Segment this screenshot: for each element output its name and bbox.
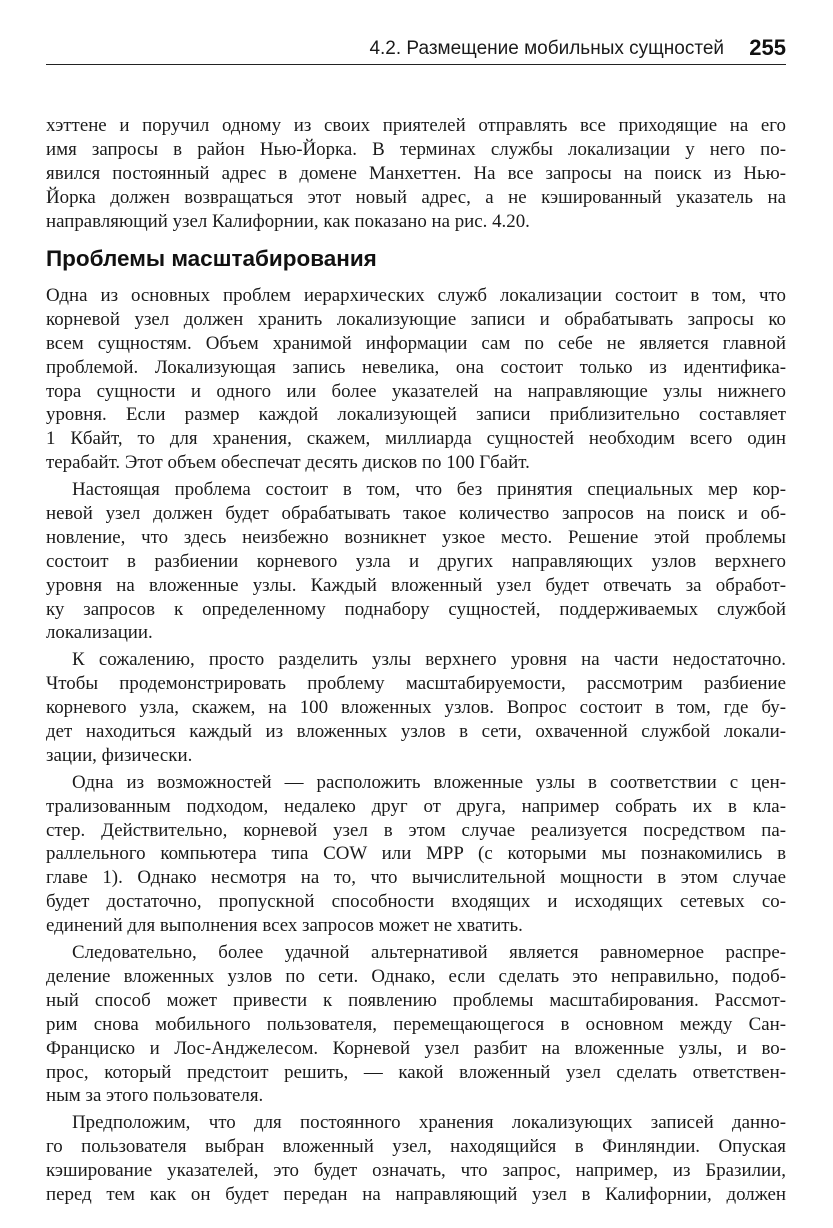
paragraph (46, 284, 786, 475)
text-line: Одна из возможностей — расположить вложенные узлы в соответствии с цен- (72, 771, 786, 793)
text-line: локализации. (46, 622, 153, 644)
section-heading: Проблемы масштабирования (46, 246, 377, 271)
text-line: перед тем как он будет передан на направляющий узел в Калифорнии, должен (46, 1183, 786, 1205)
text-line: главе 1). Однако несмотря на то, что вычислительной мощности в этом случае (46, 867, 786, 889)
text-line: новление, что здесь неизбежно возникнет узкое место. Решение этой проблемы (46, 526, 786, 548)
paragraph (46, 1111, 786, 1207)
text-line: Одна из основных проблем иерархических служб локализации состоит в том, что (46, 285, 786, 306)
text-line: хэттене и поручил одному из своих приятелей отправлять все приходящие на его (46, 115, 786, 136)
text-line: Франциско и Лос-Анджелесом. Корневой узел разбит на вложенные узлы, и во- (46, 1037, 786, 1059)
paragraph (46, 771, 786, 938)
text-line: невой узел должен будет обрабатывать такое количество запросов на поиск и об- (46, 503, 786, 525)
text-line: единений для выполнения всех запросов может не хватить. (46, 915, 523, 937)
text-line: проблемой. Локализующая запись невелика, она состоит только из идентифика- (46, 356, 786, 378)
text-line: Чтобы продемонстрировать проблему масштабируемости, рассмотрим разбиение (46, 673, 786, 695)
text-line: Настоящая проблема состоит в том, что без принятия специальных мер кор- (72, 479, 786, 501)
paragraph (46, 648, 786, 767)
text-line: Йорка должен возвращаться этот новый адрес, а не кэшированный указатель на (46, 186, 786, 208)
text-line: явился постоянный адрес в домене Манхеттен. На все запросы на поиск из Нью- (46, 162, 786, 184)
text-line: трализованным подходом, недалеко друг от друга, например собрать их в кла- (46, 795, 786, 817)
text-line: корневой узел должен хранить локализующие записи и обрабатывать запросы ко (46, 308, 786, 330)
text-line: состоит в разбиении корневого узла и других направляющих узлов верхнего (46, 550, 786, 572)
text-line: терабайт. Этот объем обеспечат десять дисков по 100 Гбайт. (46, 452, 530, 474)
text-line: уровня на вложенные узлы. Каждый вложенный узел будет отвечать за обработ- (46, 574, 786, 596)
text-line: деление вложенных узлов по сети. Однако, если сделать это неправильно, подоб- (46, 965, 786, 987)
text-line: зации, физически. (46, 744, 193, 766)
text-line: Предположим, что для постоянного хранения локализующих записей данно- (72, 1112, 786, 1134)
main-text (46, 284, 786, 1207)
text-line: имя запросы в район Нью-Йорка. В терминах службы локализации у него по- (46, 138, 786, 160)
text-line: корневого узла, скажем, на 100 вложенных узлов. Вопрос состоит в том, где бу- (46, 697, 786, 719)
text-line: 1 Кбайт, то для хранения, скажем, миллиарда сущностей необходим всего один (46, 428, 786, 450)
page-number: 255 (749, 35, 786, 60)
text-line: К сожалению, просто разделить узлы верхнего уровня на части недостаточно. (72, 649, 786, 671)
text-line: ным за этого пользователя. (46, 1085, 264, 1107)
running-header (46, 34, 786, 65)
text-line: прос, который предстоит решить, — какой вложенный узел сделать ответствен- (46, 1061, 786, 1083)
text-line: будет достаточно, пропускной способности входящих и исходящих сетевых со- (46, 891, 786, 913)
text-line: рим снова мобильного пользователя, перемещающегося в основном между Сан- (46, 1013, 786, 1035)
continuation-paragraph (46, 114, 786, 233)
text-line: направляющий узел Калифорнии, как показано на рис. 4.20. (46, 210, 530, 232)
text-line: дет находиться каждый из вложенных узлов в сети, охваченной службой локали- (46, 721, 786, 743)
paragraph (46, 478, 786, 645)
text-line: всем сущностям. Объем хранимой информации сам по себе не является главной (46, 332, 786, 354)
text-line: ный способ может привести к появлению проблемы масштабирования. Рассмот- (46, 989, 786, 1011)
text-line: кэширование указателей, это будет означать, что запрос, например, из Бразилии, (46, 1160, 786, 1182)
text-line: го пользователя выбран вложенный узел, находящийся в Финляндии. Опуская (46, 1136, 786, 1158)
text-line: стер. Действительно, корневой узел в этом случае реализуется посредством па- (46, 819, 786, 841)
paragraph (46, 941, 786, 1108)
text-line: раллельного компьютера типа COW или MPP (с которыми мы познакомились в (46, 843, 786, 865)
running-header-title: 4.2. Размещение мобильных сущностей (369, 38, 724, 59)
text-line: уровня. Если размер каждой локализующей записи приблизительно составляет (46, 404, 786, 426)
text-line: тора сущности и одного или более указателей на направляющие узлы нижнего (46, 380, 786, 402)
text-line: Следовательно, более удачной альтернативой является равномерное распре- (72, 942, 786, 964)
text-line: ку запросов к определенному поднабору сущностей, поддерживаемых службой (46, 598, 786, 620)
